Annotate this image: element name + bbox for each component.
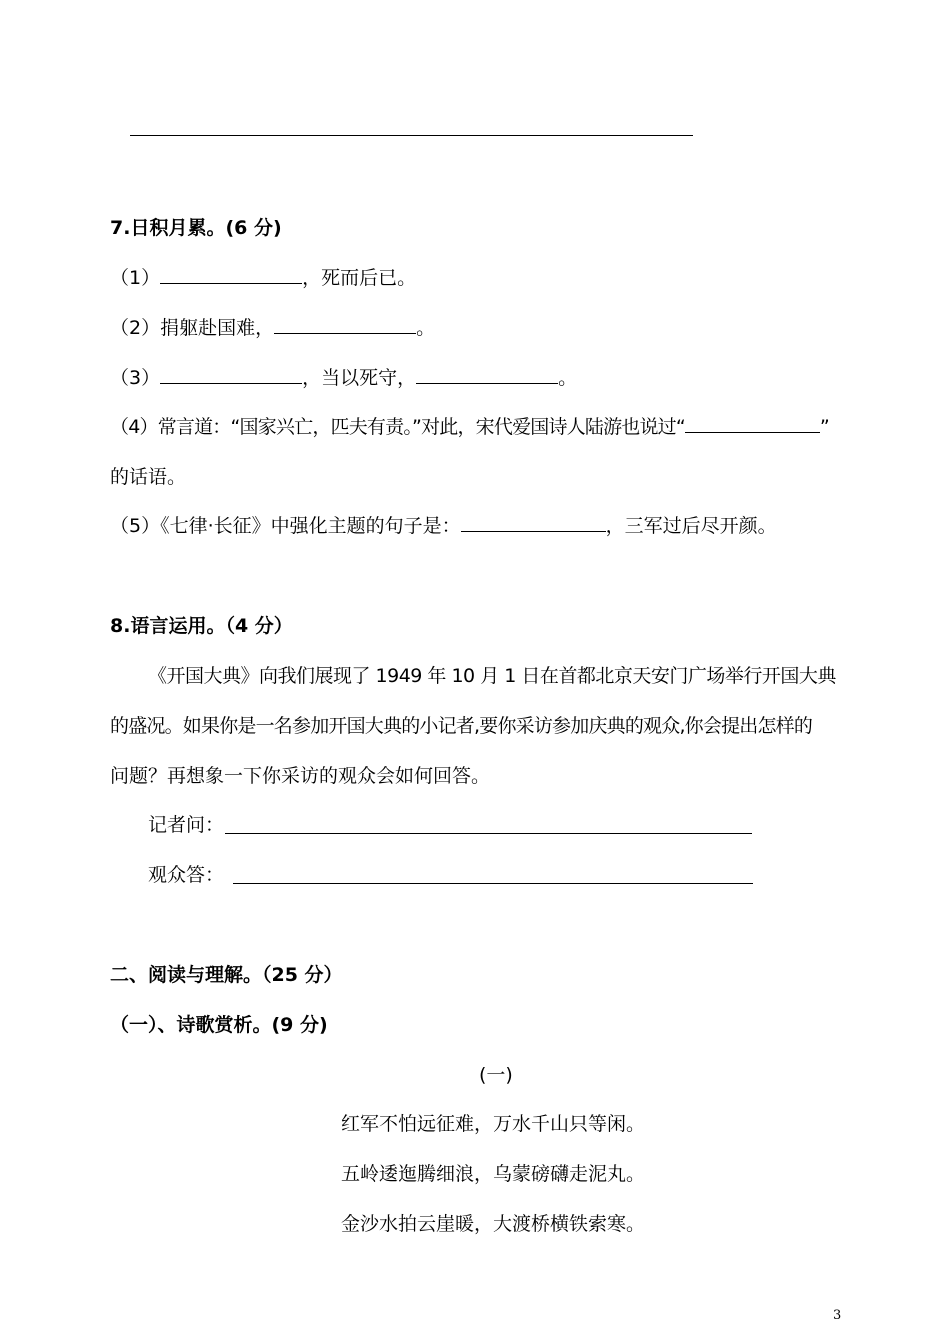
q7-item-1-blank[interactable] <box>160 265 302 284</box>
audience-answer-line[interactable] <box>233 883 753 884</box>
q7-item-4-prefix: （4）常言道：“国家兴亡，匹夫有责。”对此，宋代爱国诗人陆游也说过“ <box>110 416 685 438</box>
q7-item-5-blank[interactable] <box>461 513 606 532</box>
q7-item-1-prefix: （1） <box>110 267 161 289</box>
q7-item-3-blank-1[interactable] <box>160 365 302 384</box>
q7-item-5-suffix: ，三军过后尽开颜。 <box>605 515 777 537</box>
q7-item-3-prefix: （3） <box>110 367 161 389</box>
q7-item-4-blank[interactable] <box>685 414 820 433</box>
section2-sub-title: （一）、诗歌赏析。(9 分) <box>110 1014 328 1036</box>
q7-item-5 <box>110 513 777 539</box>
q7-item-3-middle: ，当以死守， <box>302 367 417 389</box>
q7-item-1 <box>110 265 416 291</box>
q7-item-4-continuation: 的话语。 <box>110 466 187 488</box>
poem-line-2: 五岭逶迤腾细浪，乌蒙磅礴走泥丸。 <box>341 1163 646 1185</box>
q7-item-2 <box>110 315 435 341</box>
q8-paragraph-line-3: 问题？再想象一下你采访的观众会如何回答。 <box>110 765 491 787</box>
q7-item-2-prefix: （2）捐躯赴国难， <box>110 317 275 339</box>
q7-item-2-suffix: 。 <box>416 317 436 339</box>
audience-label: 观众答： <box>148 864 225 886</box>
q8-paragraph-line-1: 《开国大典》向我们展现了 1949 年 10 月 1 日在首都北京天安门广场举行开国大典 <box>148 665 836 687</box>
poem-line-1: 红军不怕远征难，万水千山只等闲。 <box>341 1113 646 1135</box>
section2-title: 二、阅读与理解。（25 分） <box>110 964 343 986</box>
poem-line-3: 金沙水拍云崖暖，大渡桥横铁索寒。 <box>341 1213 646 1235</box>
answer-line-top[interactable] <box>130 135 693 136</box>
q8-paragraph-line-2: 的盛况。如果你是一名参加开国大典的小记者,要你采访参加庆典的观众,你会提出怎样的 <box>110 715 813 737</box>
q7-item-4 <box>110 414 829 440</box>
q7-item-4-suffix: ” <box>819 416 829 438</box>
q7-item-1-suffix: ，死而后已。 <box>302 267 417 289</box>
q7-item-5-prefix: （5）《七律·长征》中强化主题的句子是： <box>110 515 461 537</box>
q7-item-3-blank-2[interactable] <box>416 365 558 384</box>
page-number: 3 <box>833 1308 842 1323</box>
poem-heading: (一) <box>479 1064 513 1086</box>
q8-title: 8.语言运用。（4 分） <box>110 615 293 637</box>
q7-item-3-suffix: 。 <box>558 367 578 389</box>
q7-item-2-blank[interactable] <box>274 315 416 334</box>
q7-item-3 <box>110 365 577 391</box>
reporter-label: 记者问： <box>148 814 225 836</box>
q7-title: 7.日积月累。(6 分) <box>110 217 282 239</box>
reporter-answer-line[interactable] <box>225 833 752 834</box>
